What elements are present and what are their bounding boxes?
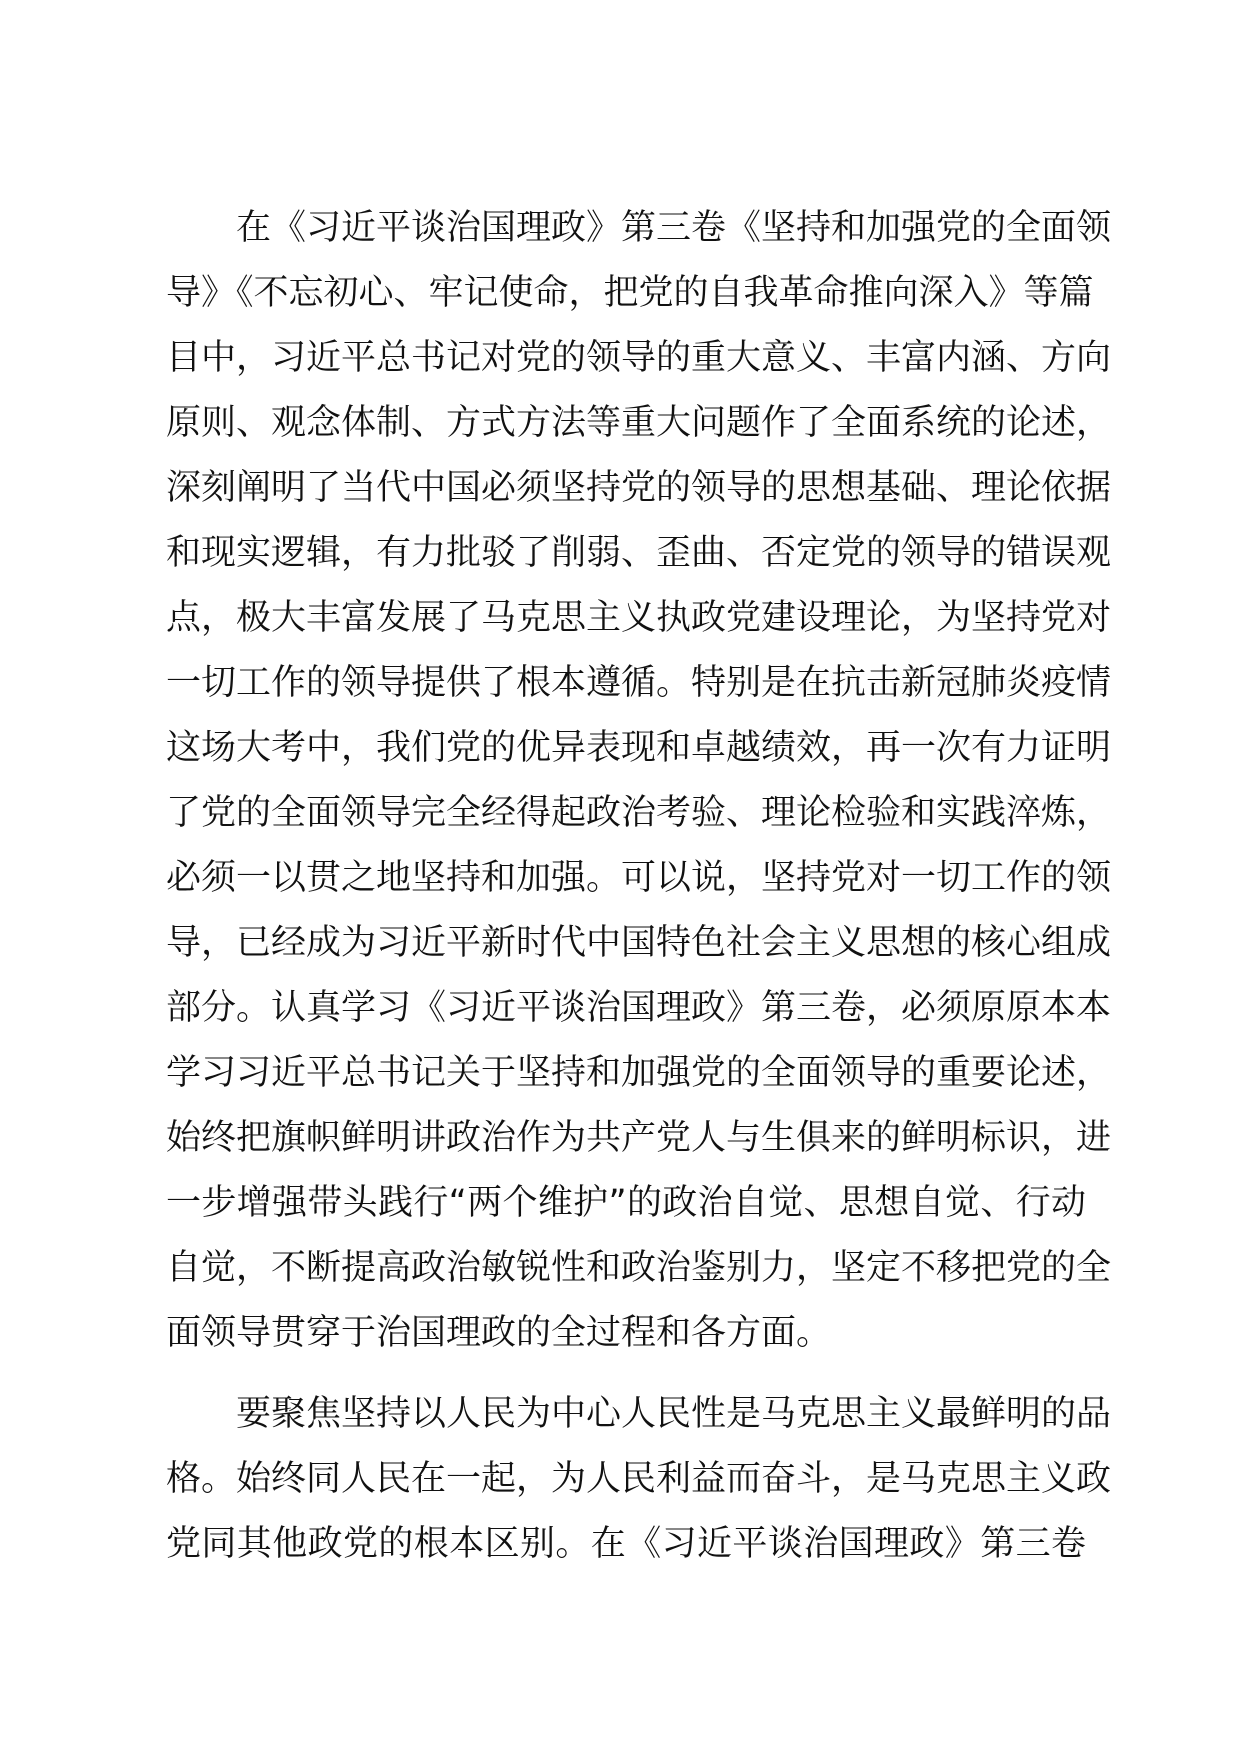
text-line: 目中，习近平总书记对党的领导的重大意义、丰富内涵、方向	[166, 338, 1112, 378]
text-line: 自觉，不断提高政治敏锐性和政治鉴别力，坚定不移把党的全	[166, 1248, 1112, 1288]
text-line: 这场大考中，我们党的优异表现和卓越绩效，再一次有力证明	[166, 728, 1112, 768]
text-line: 党同其他政党的根本区别。在《习近平谈治国理政》第三卷	[166, 1524, 1086, 1564]
text-line: 导，已经成为习近平新时代中国特色社会主义思想的核心组成	[166, 923, 1112, 963]
text-line: 一步增强带头践行“两个维护”的政治自觉、思想自觉、行动	[166, 1183, 1086, 1223]
paragraph-1	[166, 196, 1112, 1366]
text-line: 学习习近平总书记关于坚持和加强党的全面领导的重要论述，	[166, 1053, 1112, 1093]
document-body	[166, 196, 1112, 1593]
text-line: 导》《不忘初心、牢记使命，把党的自我革命推向深入》等篇	[166, 273, 1094, 313]
text-line: 一切工作的领导提供了根本遵循。特别是在抗击新冠肺炎疫情	[166, 663, 1112, 703]
text-line: 必须一以贯之地坚持和加强。可以说，坚持党对一切工作的领	[166, 858, 1112, 898]
text-line: 深刻阐明了当代中国必须坚持党的领导的思想基础、理论依据	[166, 468, 1112, 508]
text-line: 在《习近平谈治国理政》第三卷《坚持和加强党的全面领	[236, 208, 1112, 248]
text-line: 和现实逻辑，有力批驳了削弱、歪曲、否定党的领导的错误观	[166, 533, 1112, 573]
text-line: 要聚焦坚持以人民为中心人民性是马克思主义最鲜明的品	[236, 1394, 1112, 1434]
text-line: 了党的全面领导完全经得起政治考验、理论检验和实践淬炼，	[166, 793, 1112, 833]
text-line: 原则、观念体制、方式方法等重大问题作了全面系统的论述，	[166, 403, 1112, 443]
text-line: 点，极大丰富发展了马克思主义执政党建设理论，为坚持党对	[166, 598, 1112, 638]
paragraph-2	[166, 1382, 1112, 1577]
text-line: 面领导贯穿于治国理政的全过程和各方面。	[166, 1313, 832, 1353]
text-line: 部分。认真学习《习近平谈治国理政》第三卷，必须原原本本	[166, 988, 1112, 1028]
text-line: 格。始终同人民在一起，为人民利益而奋斗，是马克思主义政	[166, 1459, 1112, 1499]
text-line: 始终把旗帜鲜明讲政治作为共产党人与生俱来的鲜明标识，进	[166, 1118, 1112, 1158]
